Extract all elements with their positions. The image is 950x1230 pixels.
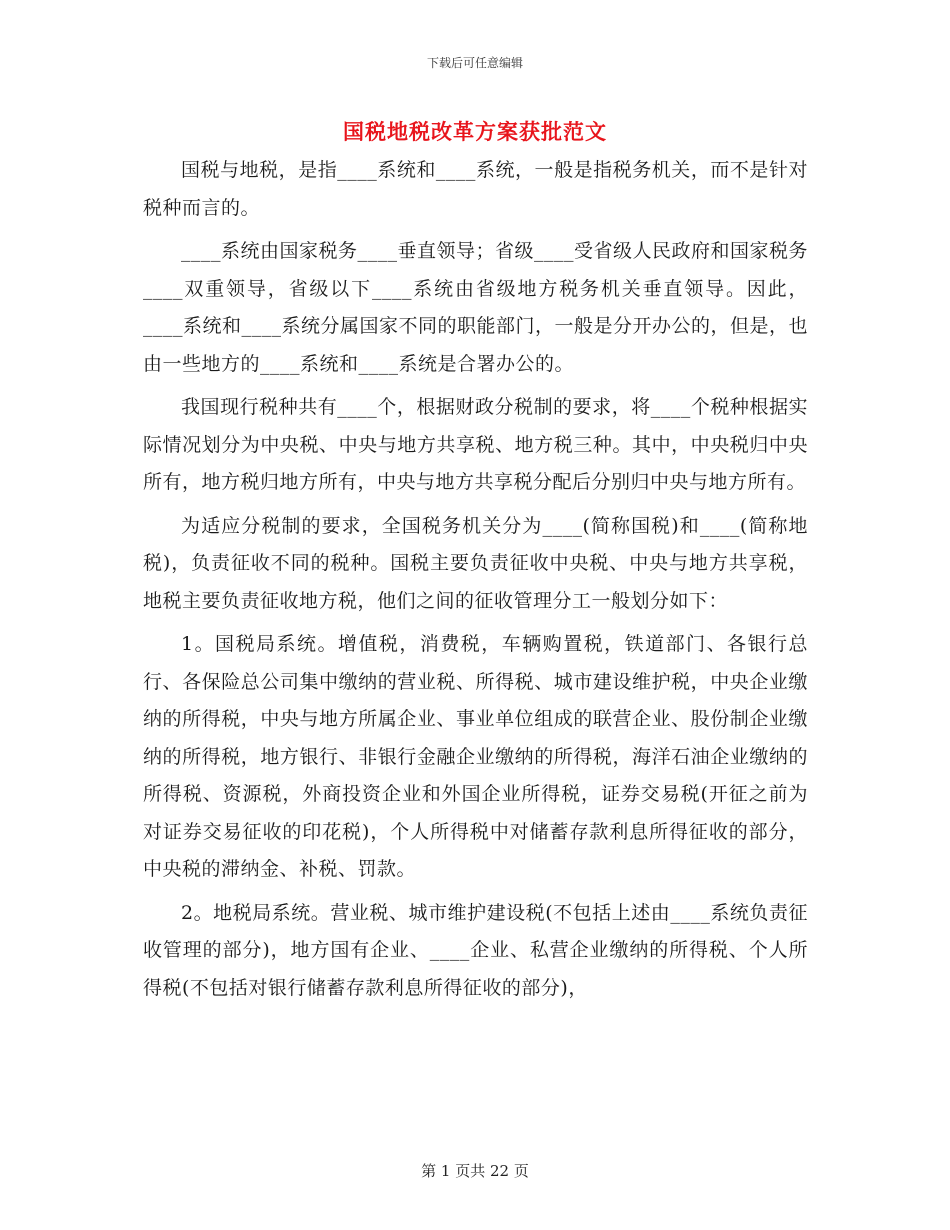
paragraph: 国税与地税，是指____系统和____系统，一般是指税务机关，而不是针对税种而言的。 — [143, 159, 808, 219]
page-footer: 第 1 页共 22 页 — [421, 1162, 529, 1180]
document-title: 国税地税改革方案获批范文 — [343, 119, 607, 144]
document-body — [143, 152, 808, 1013]
paragraph: 为适应分税制的要求，全国税务机关分为____(简称国税)和____(简称地税)，负责征收不同的税种。国税主要负责征收中央税、中央与地方共享税，地税主要负责征收地方税，他们之间的征收管理分工一般划分如下： — [143, 514, 808, 612]
paragraph: 1。国税局系统。增值税，消费税，车辆购置税，铁道部门、各银行总行、各保险总公司集中缴纳的营业税、所得税、城市建设维护税，中央企业缴纳的所得税，中央与地方所属企业、事业单位组成的联营企业、股份制企业缴纳的所得税，地方银行、非银行金融企业缴纳的所得税，海洋石油企业缴纳的所得税、资源税，外商投资企业和外国企业所得税，证券交易税(开征之前为对证券交易征收的印花税)，个人所得税中对储蓄存款利息所得征收的部分，中央税的滞纳金、补税、罚款。 — [143, 633, 808, 880]
paragraph: 2。地税局系统。营业税、城市维护建设税(不包括上述由____系统负责征收管理的部分)，地方国有企业、____企业、私营企业缴纳的所得税、个人所得税(不包括对银行储蓄存款利息所得征收的部分)， — [143, 901, 808, 999]
paragraph: 我国现行税种共有____个，根据财政分税制的要求，将____个税种根据实际情况划分为中央税、中央与地方共享税、地方税三种。其中，中央税归中央所有，地方税归地方所有，中央与地方共享税分配后分别归中央与地方所有。 — [143, 396, 808, 493]
header-note: 下载后可任意编辑 — [426, 56, 523, 70]
paragraph: ____系统由国家税务____垂直领导；省级____受省级人民政府和国家税务____双重领导，省级以下____系统由省级地方税务机关垂直领导。因此，____系统和____系统分属国家不同的职能部门，一般是分开办公的，但是，也由一些地方的____系统和____系统是合署办公的。 — [143, 240, 809, 375]
